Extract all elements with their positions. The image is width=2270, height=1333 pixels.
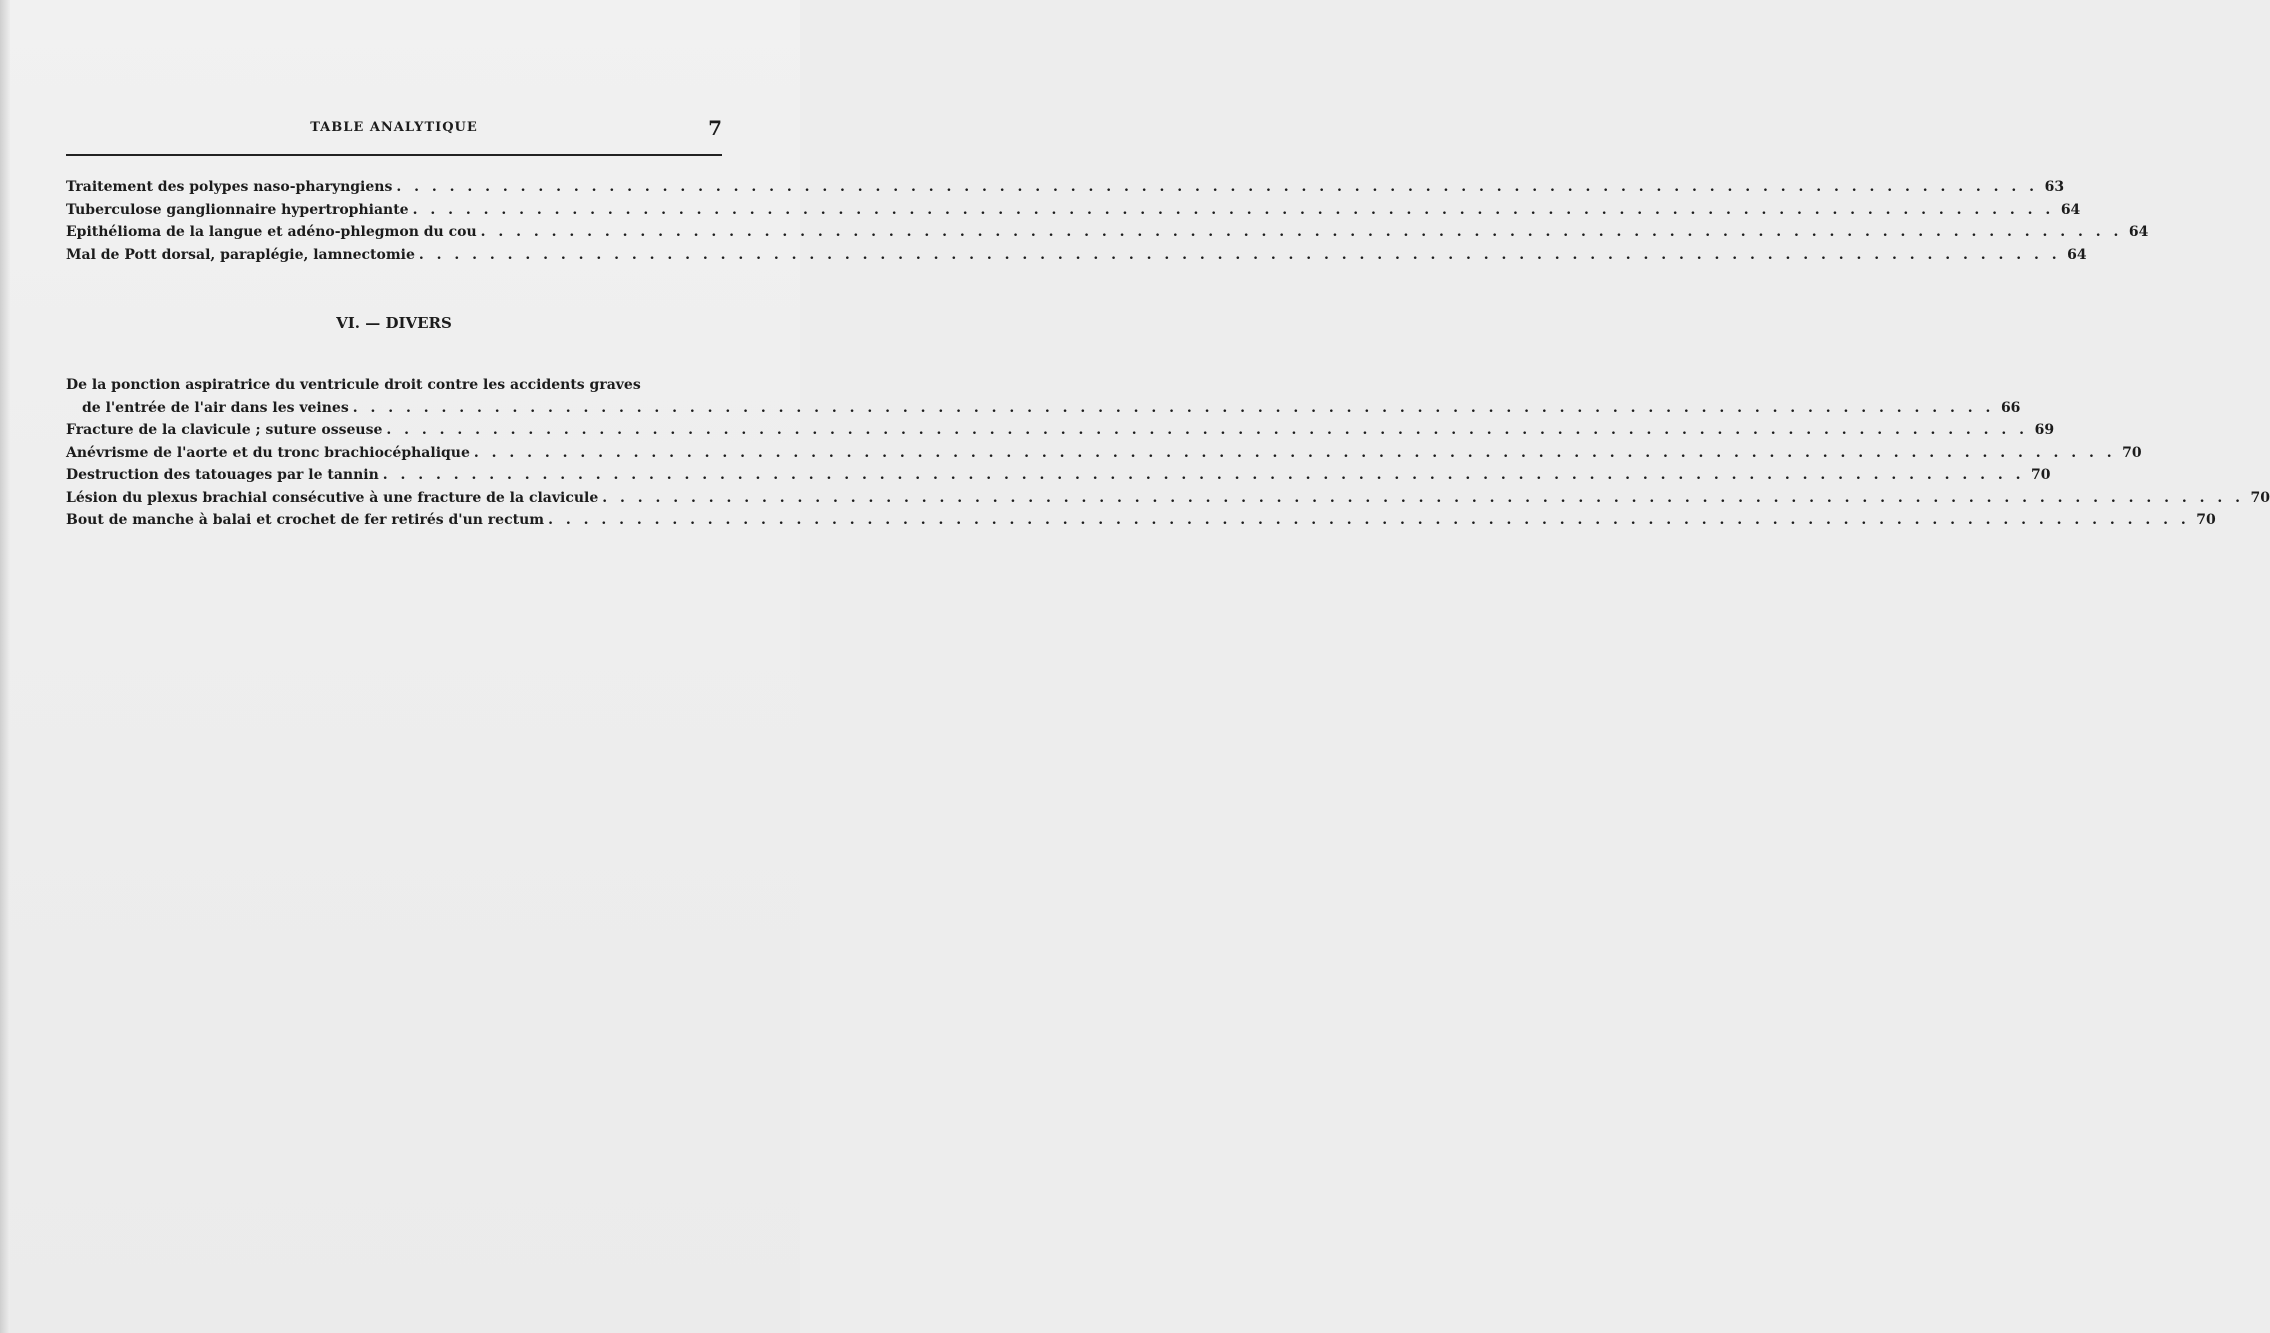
leader-dots [544,509,2194,532]
page-edge-shadow [0,0,10,1333]
leader-dots [382,419,2032,442]
toc-entry-page: 70 [2122,444,2142,461]
toc-entry-title: Destruction des tatouages par le tannin [66,467,379,483]
toc-entry-page: 64 [2128,224,2149,240]
toc-entry-page: 70 [2196,512,2216,528]
leader-dots [349,397,1999,420]
toc-entry-page: 70 [2250,489,2270,506]
toc-entry-title: Fracture de la clavicule ; suture osseuse [66,422,383,438]
running-title: TABLE ANALYTIQUE [310,120,478,135]
page-number: 7 [708,116,722,140]
leader-dots [415,244,2065,267]
toc-entry-title: de l'entrée de l'air dans les veines [82,399,349,416]
toc-entry-title: Anévrisme de l'aorte et du tronc brachiocéphalique [66,444,470,461]
leader-dots [379,464,2029,487]
toc-entry [66,221,2149,244]
toc-section-divers [66,374,2270,532]
toc-entry [66,176,2065,199]
toc-entry-title: Tuberculose ganglionnaire hypertrophiante [66,201,409,218]
leader-dots [409,199,2059,222]
toc-entry-title: Mal de Pott dorsal, paraplégie, lamnectomie [66,246,415,263]
toc-entry [66,397,2021,420]
toc-entry-title: Traitement des polypes naso-pharyngiens [66,179,393,195]
toc-entry [66,509,2216,532]
toc-entry [66,464,2051,487]
toc-entry [66,199,2081,222]
toc-entry [66,419,2055,442]
toc-entry [66,442,2142,465]
toc-entry-first-line: De la ponction aspiratrice du ventricule droit contre les accidents graves [66,377,641,393]
toc-entry-page: 69 [2034,422,2055,438]
toc-entry-page: 70 [2030,467,2051,483]
toc-entry-title: Bout de manche à balai et crochet de fer retirés d'un rectum [66,512,545,528]
toc-entry-page: 63 [2044,179,2065,195]
page-header [66,116,722,140]
header-rule [66,154,722,156]
toc-entry [66,244,2087,267]
toc-section-surgery [66,176,2149,266]
toc-entry [66,487,2270,510]
toc-entry-page: 64 [2067,246,2087,263]
leader-dots [598,487,2248,510]
section-heading-divers: VI. — DIVERS [336,314,452,332]
leader-dots [392,176,2042,199]
leader-dots [477,221,2127,244]
toc-entry-page: 66 [2000,399,2021,416]
toc-entry-title: Lésion du plexus brachial consécutive à une fracture de la clavicule [66,489,599,506]
toc-entry-page: 64 [2060,201,2081,218]
leader-dots [470,442,2120,465]
toc-entry-title: Epithélioma de la langue et adéno-phlegmon du cou [66,224,477,240]
